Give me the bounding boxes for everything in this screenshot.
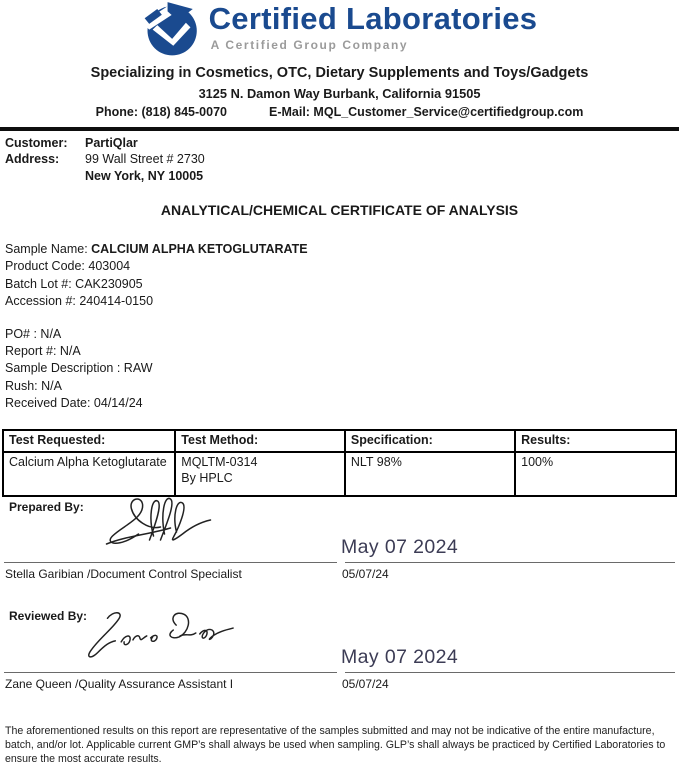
results-table-header-row	[3, 430, 676, 452]
sample-name-label: Sample Name:	[5, 242, 92, 256]
prepared-name-row	[5, 567, 676, 581]
cell-results: 100%	[515, 452, 676, 496]
reviewed-date-stamp: May 07 2024	[341, 646, 459, 668]
brand-tagline: A Certified Group Company	[210, 37, 409, 52]
specializing-line: Specializing in Cosmetics, OTC, Dietary Supplements and Toys/Gadgets	[90, 65, 589, 81]
address-label: Address:	[5, 152, 60, 167]
prepared-date-stamp: May 07 2024	[341, 536, 459, 558]
customer-label: Customer:	[5, 136, 68, 150]
po-line: PO# : N/A	[5, 327, 62, 341]
test-method-technique: By HPLC	[181, 470, 233, 485]
disclaimer-text: The aforementioned results on this report are representative of the samples submitted and may not be indicative of the entire manufacture, batch, and/or lot. Applicable current GMP’s shall always be used when sampling. GLP’s shall always be practiced by Certified Laboratories to ensure the most accurate results.	[5, 725, 666, 766]
reviewed-by-label: Reviewed By:	[9, 609, 88, 623]
sample-name-value: CALCIUM ALPHA KETOGLUTARATE	[91, 242, 308, 256]
certified-laboratories-logo-icon	[142, 1, 200, 56]
product-code-line: Product Code: 403004	[5, 259, 131, 274]
header-results: Results:	[515, 430, 676, 452]
reviewed-by-signature	[78, 602, 240, 664]
header-specification: Specification:	[345, 430, 515, 452]
reviewed-name-row	[5, 677, 676, 691]
cell-specification: NLT 98%	[345, 452, 515, 496]
reviewed-date-short: 05/07/24	[342, 677, 389, 691]
received-date-line: Received Date: 04/14/24	[5, 395, 143, 410]
reviewed-name-title: Zane Queen /Quality Assurance Assistant I	[5, 677, 234, 691]
reviewed-signature-lines	[4, 672, 675, 673]
header-test-method: Test Method:	[175, 430, 345, 452]
customer-address-line1: 99 Wall Street # 2730	[85, 152, 205, 167]
sample-name-line	[5, 241, 308, 258]
brand-title: Certified Laboratories	[208, 1, 538, 36]
order-info-block	[5, 326, 153, 412]
prepared-name-title: Stella Garibian /Document Control Specialist	[5, 567, 242, 581]
document-title: ANALYTICAL/CHEMICAL CERTIFICATE OF ANALYSIS	[160, 202, 519, 218]
results-table	[2, 429, 677, 497]
header-test-requested: Test Requested:	[3, 430, 175, 452]
batch-lot-line: Batch Lot #: CAK230905	[5, 276, 143, 291]
accession-line: Accession #: 240414-0150	[5, 294, 154, 309]
lab-street-address: 3125 N. Damon Way Burbank, California 91505	[198, 86, 481, 101]
prepared-by-signature	[98, 490, 224, 550]
sample-description-line: Sample Description : RAW	[5, 361, 153, 376]
email-address: E-Mail: MQL_Customer_Service@certifiedgroup.com	[268, 105, 584, 119]
customer-name: PartiQlar	[85, 136, 138, 150]
rush-line: Rush: N/A	[5, 378, 62, 393]
sample-info-block	[5, 241, 308, 311]
cell-test-requested: Calcium Alpha Ketoglutarate	[3, 452, 175, 496]
report-line: Report #: N/A	[5, 344, 81, 359]
prepared-date-short: 05/07/24	[342, 567, 389, 581]
phone-number: Phone: (818) 845-0070	[95, 105, 227, 119]
letterhead	[0, 1, 679, 56]
customer-block	[5, 135, 205, 184]
prepared-signature-lines	[4, 562, 675, 563]
brand-text	[209, 1, 538, 52]
test-method-code: MQLTM-0314	[181, 455, 258, 470]
header-divider	[0, 127, 679, 131]
contact-line	[0, 105, 679, 119]
customer-address-line2: New York, NY 10005	[85, 168, 204, 183]
prepared-by-label: Prepared By:	[9, 500, 84, 514]
